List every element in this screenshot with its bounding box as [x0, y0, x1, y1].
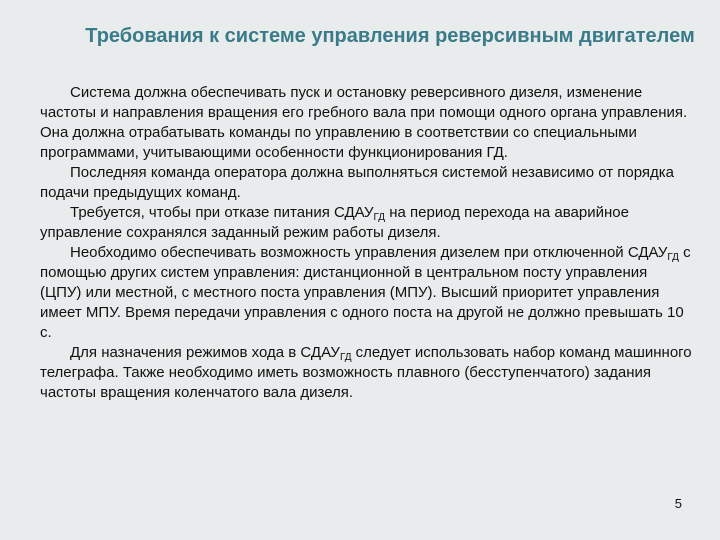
- paragraph-power-failure-text-end: на период перехода на аварийное управление сохранялся заданный режим работы дизеля.: [40, 204, 629, 241]
- paragraph-power-failure-text-start: Требуется, чтобы при отказе питания СДАУ: [70, 204, 374, 221]
- sdau-gd-subscript: ГД: [339, 352, 352, 363]
- paragraph-telegraph-commands-text-start: Для назначения режимов хода в СДАУ: [70, 344, 340, 361]
- slide-title: Требования к системе управления реверсивным двигателем: [85, 25, 695, 47]
- page-number: 5: [674, 496, 682, 511]
- paragraph-last-command: Последняя команда оператора должна выполняться системой независимо от порядка подачи предыдущих команд.: [40, 164, 675, 201]
- paragraph-power-failure: [40, 203, 692, 243]
- paragraph-backup-control: [40, 243, 692, 343]
- paragraph-backup-control-text-start: Необходимо обеспечивать возможность управления дизелем при отключенной СДАУ: [70, 244, 668, 261]
- paragraph-telegraph-commands-text-end: следует использовать набор команд машинного телеграфа. Также необходимо иметь возможность плавного (бесступенчатого) задания частоты вращения коленчатого вала дизеля.: [40, 344, 692, 401]
- slide-body: [40, 83, 692, 403]
- paragraph-backup-control-text-end: с помощью других систем управления: дистанционной в центральном посту управления (ЦПУ) или местной, с местного поста управления (МПУ). Высший приоритет управления имеет МПУ. Время передачи управления с одного поста на другой не должно превышать 10 с.: [40, 244, 691, 341]
- sdau-gd-subscript: ГД: [667, 252, 679, 263]
- paragraph-start-requirements: Система должна обеспечивать пуск и остановку реверсивного дизеля, изменение частоты и направления вращения его гребного вала при помощи одного органа управления. Она должна отрабатывать команды по управлению в соответствии со специальными программами, учитывающими особенности функционирования ГД.: [40, 84, 688, 161]
- paragraph-telegraph-commands: [40, 343, 692, 403]
- sdau-gd-subscript: ГД: [373, 212, 386, 223]
